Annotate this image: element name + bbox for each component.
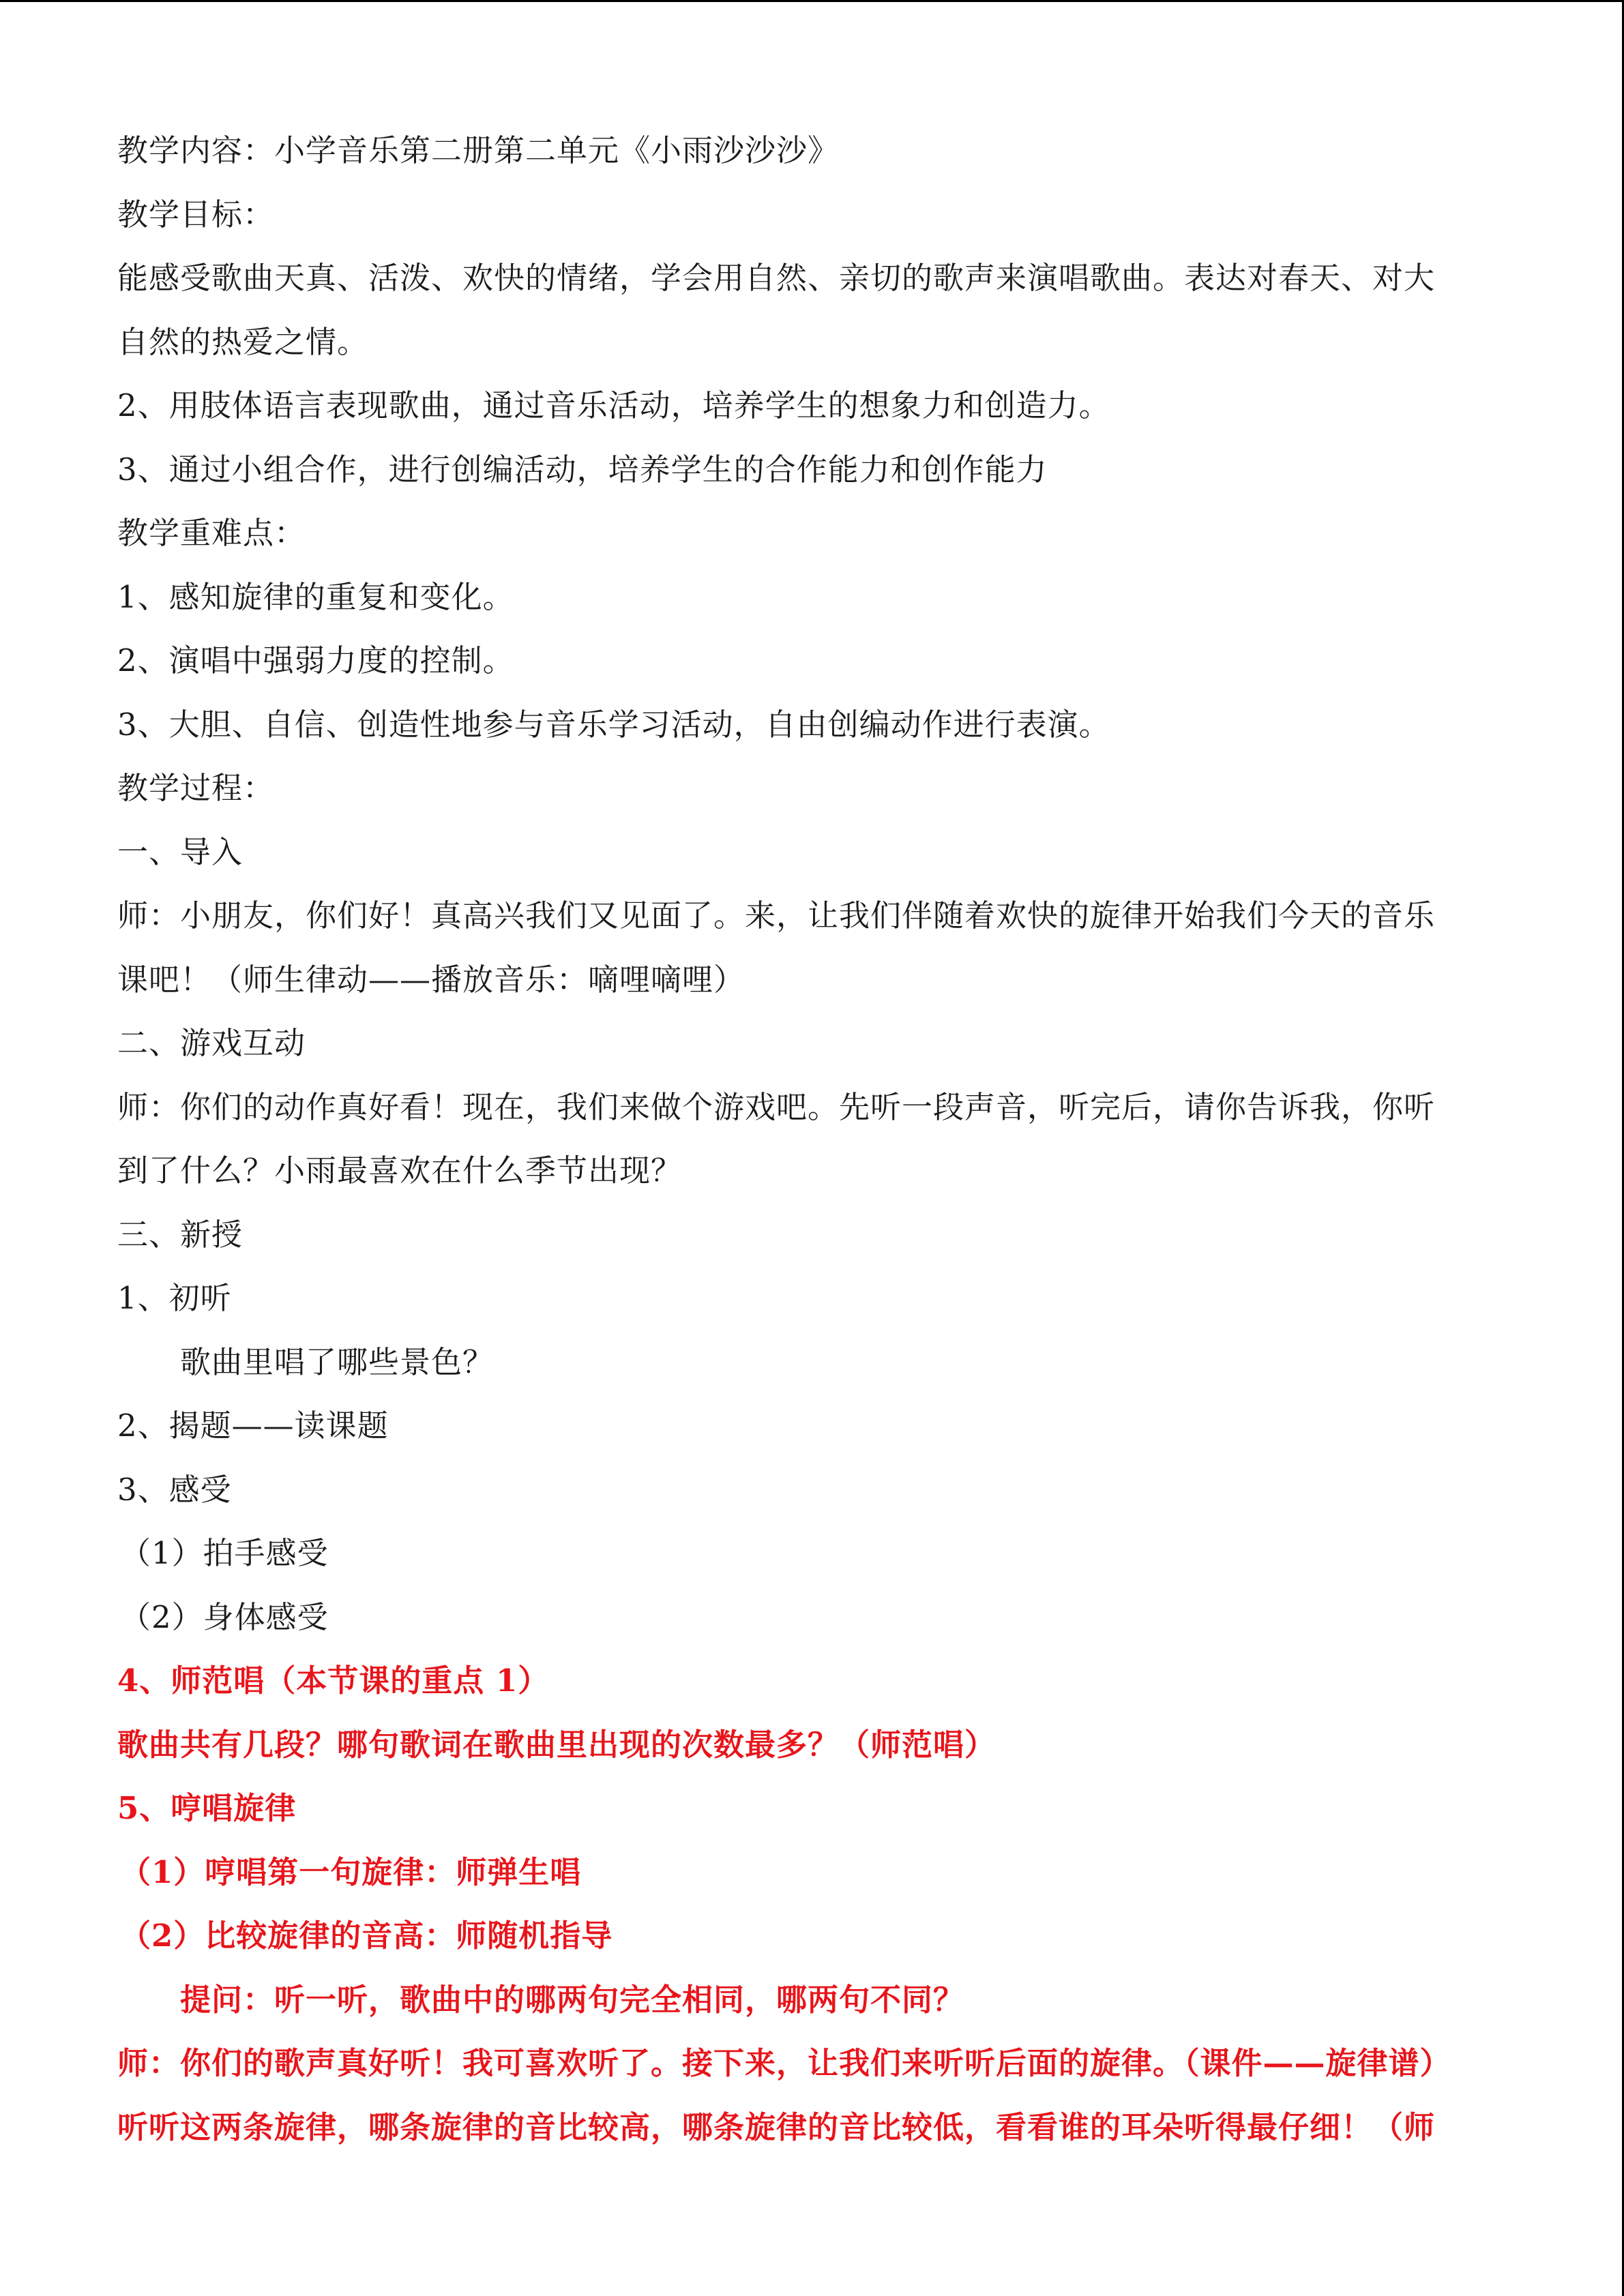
line-feel-body: （2）身体感受 bbox=[120, 1598, 329, 1635]
line-process-heading: 教学过程： bbox=[117, 770, 275, 806]
line-teacher-demo-question: 歌曲共有几段？哪句歌词在歌曲里出现的次数最多？（师范唱） bbox=[117, 1726, 996, 1763]
line-section-game: 二、游戏互动 bbox=[117, 1025, 306, 1061]
line-goal-1-part-2: 自然的热爱之情。 bbox=[117, 323, 369, 360]
line-step-teacher-demo: 4、师范唱（本节课的重点 1） bbox=[117, 1663, 550, 1699]
line-goal-3: 3、通过小组合作，进行创编活动，培养学生的合作能力和创作能力 bbox=[117, 451, 1048, 488]
line-goal-2: 2、用肢体语言表现歌曲，通过音乐活动，培养学生的想象力和创造力。 bbox=[117, 387, 1110, 423]
line-compare-question: 提问：听一听，歌曲中的哪两句完全相同，哪两句不同？ bbox=[180, 1981, 965, 2018]
line-compare-pitch: （2）比较旋律的音高：师随机指导 bbox=[120, 1918, 613, 1954]
line-key-points-heading: 教学重难点： bbox=[117, 515, 306, 551]
line-goal-1-part-1: 能感受歌曲天真、活泼、欢快的情绪，学会用自然、亲切的歌声来演唱歌曲。表达对春天、对大 bbox=[117, 260, 1436, 296]
line-teaching-goals-heading: 教学目标： bbox=[117, 196, 275, 233]
line-intro-para-2: 课吧！（师生律动——播放音乐：嘀哩嘀哩） bbox=[117, 961, 745, 998]
line-teacher-praise-para-1: 师：你们的歌声真好听！我可喜欢听了。接下来，让我们来听听后面的旋律。（课件——旋律谱） bbox=[117, 2045, 1451, 2081]
line-step-reveal-title: 2、揭题——读课题 bbox=[117, 1407, 389, 1444]
line-step-hum-melody: 5、哼唱旋律 bbox=[117, 1790, 297, 1826]
document-body bbox=[117, 119, 1495, 2159]
line-key-point-3: 3、大胆、自信、创造性地参与音乐学习活动，自由创编动作进行表演。 bbox=[117, 706, 1110, 743]
line-section-new-lesson: 三、新授 bbox=[117, 1216, 243, 1253]
line-game-para-1: 师：你们的动作真好看！现在，我们来做个游戏吧。先听一段声音，听完后，请你告诉我，你听 bbox=[117, 1088, 1436, 1125]
line-section-intro: 一、导入 bbox=[117, 833, 243, 870]
line-step-first-listen: 1、初听 bbox=[117, 1280, 232, 1316]
line-teacher-praise-para-2: 听听这两条旋律，哪条旋律的音比较高，哪条旋律的音比较低，看看谁的耳朵听得最仔细！（师 bbox=[117, 2108, 1436, 2145]
line-teaching-content: 教学内容：小学音乐第二册第二单元《小雨沙沙沙》 bbox=[117, 132, 840, 168]
line-key-point-2: 2、演唱中强弱力度的控制。 bbox=[117, 642, 514, 679]
line-hum-first-phrase: （1）哼唱第一句旋律：师弹生唱 bbox=[120, 1853, 582, 1890]
line-step-feel: 3、感受 bbox=[117, 1471, 232, 1508]
line-key-point-1: 1、感知旋律的重复和变化。 bbox=[117, 578, 514, 615]
line-first-listen-question: 歌曲里唱了哪些景色？ bbox=[180, 1343, 494, 1380]
line-intro-para-1: 师：小朋友，你们好！真高兴我们又见面了。来，让我们伴随着欢快的旋律开始我们今天的音乐 bbox=[117, 897, 1436, 934]
line-feel-clap: （1）拍手感受 bbox=[120, 1535, 329, 1571]
line-game-para-2: 到了什么？小雨最喜欢在什么季节出现？ bbox=[117, 1152, 683, 1189]
